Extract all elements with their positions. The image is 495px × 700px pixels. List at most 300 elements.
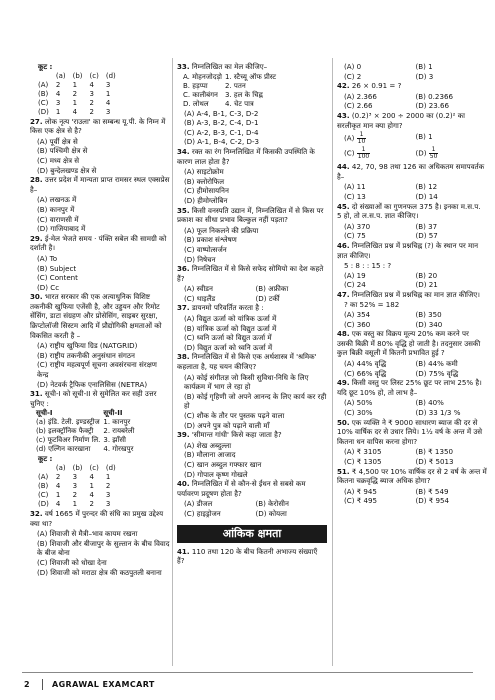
- match-left: B. हड़प्पा: [183, 81, 208, 90]
- answer-option: (A) To: [37, 253, 58, 263]
- answer-option: (D) 33 1/3 %: [415, 408, 461, 417]
- answer-option: (A) कोई संगीतज्ञ जो किसी सुविधा-निधि के लिए कार्यक्रम में भाग ले रहा हो: [184, 372, 309, 392]
- match-row: [36, 445, 137, 454]
- question-number: 48.: [337, 329, 350, 339]
- answer-option: [416, 132, 488, 145]
- question-number: 49.: [337, 378, 350, 388]
- answer-option: (D) शिवाजी को मराठा क्षेत्र की कठपुतली बनाना: [37, 567, 162, 577]
- match-left: A. मोहनजोदड़ो: [183, 72, 222, 81]
- answer-option-row: [337, 271, 487, 281]
- match-row: [183, 82, 279, 91]
- option-label: (D): [415, 148, 427, 158]
- question-number: 28.: [30, 175, 43, 185]
- answer-option: (C) हाइड्रोजन: [184, 508, 221, 518]
- answer-option: (C) 75: [344, 231, 366, 241]
- codes-row: [36, 500, 121, 509]
- answer-option: (B) 350: [415, 310, 442, 320]
- answer-option: (B) केरोसीन: [255, 499, 289, 509]
- question: [30, 175, 170, 194]
- question-number: 27.: [30, 116, 43, 126]
- match-left: (c) फूटविअर निर्माण लि.: [36, 436, 101, 445]
- column-divider: [332, 58, 333, 666]
- codes-cell: 4: [89, 473, 94, 481]
- codes-cell: 3: [105, 500, 111, 508]
- match-right: 1. कानपुर: [103, 418, 131, 427]
- question-number: 47.: [337, 289, 350, 299]
- column-middle: [177, 62, 327, 567]
- match-left: (d) एल्गिन कारखाना: [36, 445, 91, 454]
- answer-option: (D) निषेचन: [184, 254, 216, 264]
- codes-header-row: [36, 72, 121, 81]
- answer-option: (B) कोई गृहिणी जो अपने आनन्द के लिए कार्य कर रही हो: [184, 391, 327, 411]
- answer-option: (D) ₹ 5013: [415, 456, 454, 466]
- question-text: एक वस्तु का विक्रय मूल्य 20% कम करने पर उसकी बिक्री में 80% वृद्धि हो जाती है। तदनुसार उसकी कुल बिक्री वसूली में कितनी प्रभावित हुई ?: [337, 329, 481, 358]
- answer-option: (D) नेटवर्क ट्रैफिक एनालिसिस (NETRA): [37, 379, 148, 389]
- question: [337, 329, 487, 358]
- answer-option: (A) शिवाजी से मैत्री–भाव कायम रखना: [37, 529, 138, 539]
- answer-option: (C) शौक के तौर पर पुस्तक पढ़ने वाला: [184, 411, 285, 420]
- question-text: निम्नलिखित प्रश्न में प्रश्नचिह्न (?) के स्थान पर मान ज्ञात कीजिए।: [337, 240, 479, 260]
- answer-option: (D) कोयला: [255, 508, 287, 518]
- question: [177, 430, 327, 440]
- question-text: दो संख्याओं का गुणनफल 375 है। इनका म.स.प. 5 हो, तो ल.स.प. ज्ञात कीजिए।: [337, 201, 481, 221]
- question: [177, 206, 327, 225]
- answer-option: (C) शिवाजी को धोखा देना: [37, 557, 107, 567]
- question: [30, 117, 170, 136]
- fraction-numerator: 1: [429, 147, 439, 154]
- question-number: 44.: [337, 162, 350, 172]
- answer-option-row: [337, 62, 487, 72]
- question: [177, 62, 327, 72]
- codes-header-cell: (b): [72, 464, 83, 472]
- option-label: (A): [344, 133, 355, 143]
- answer-option: (A) A-4, B-1, C-3, D-2: [184, 108, 259, 118]
- fraction: [357, 147, 370, 160]
- answer-option-row: [337, 320, 487, 330]
- codes-row: [36, 90, 121, 99]
- answer-option: (C) खान अब्दुल गफ्फार खान: [184, 459, 262, 469]
- answer-option: (C) 13: [344, 191, 366, 201]
- answer-option: (D) गाजियाबाद में: [37, 224, 86, 234]
- question: [30, 234, 170, 253]
- answer-option: (C) वाराणसी में: [37, 214, 79, 224]
- fraction-denominator: 10: [357, 138, 366, 146]
- question-text: लोक नृत्य 'राउला' का सम्बन्ध यू.पी. के निम्न में किस एक क्षेत्र से है?: [30, 116, 166, 136]
- codes-label-heading: कूट :: [38, 62, 53, 71]
- answer-option: (B) राष्ट्रीय तकनीकी अनुसंधान संगठन: [37, 350, 135, 360]
- answer-option: (A) 11: [344, 182, 366, 192]
- answer-option: (B) अफ्रीका: [255, 284, 289, 294]
- question-text: किसी वस्तु पर लिस्ट 25% छूट पर लाभ 25% है। यदि छूट 10% हो, तो लाभ है–: [337, 378, 482, 397]
- codes-header-row: [36, 464, 121, 473]
- question-number: 37.: [177, 303, 190, 313]
- match-table: [183, 73, 279, 109]
- answer-option-row: [337, 280, 487, 290]
- answer-option: (A) राष्ट्रीय खुफिया ग्रिड (NATGRID): [37, 341, 138, 351]
- question-text: निम्नलिखित में से किसे सफेद सोमियो का देश कहते हैं?: [177, 264, 324, 283]
- list-1-header: सूची-I: [36, 409, 53, 418]
- codes-cell: 4: [105, 98, 111, 107]
- match-right: 2. पतन: [225, 81, 246, 90]
- match-row: [183, 100, 279, 109]
- codes-header-cell: (d): [105, 71, 116, 80]
- answer-option-row: [337, 101, 487, 111]
- codes-header-cell: (a): [55, 464, 66, 472]
- codes-row: [36, 482, 121, 491]
- answer-option: (C) हीमोसायनिन: [184, 186, 229, 196]
- answer-option-row: [337, 222, 487, 232]
- answer-option-row: [337, 408, 487, 418]
- question-number: 32.: [30, 509, 43, 518]
- question-text: ई-मेल भेजते समय · पंक्ति सबेल की सामग्री को दर्शाती है।: [30, 233, 167, 253]
- match-row: [183, 91, 279, 100]
- question: [177, 547, 327, 566]
- question-number: 45.: [337, 201, 350, 211]
- codes-row: [36, 473, 121, 482]
- codes-cell: 2: [55, 80, 61, 89]
- question: [30, 292, 170, 340]
- codes-cell: 4: [89, 491, 94, 499]
- answer-option: (B) यांत्रिक ऊर्जा को विद्युत ऊर्जा में: [184, 323, 277, 333]
- question: [337, 202, 487, 221]
- codes-header-cell: (d): [105, 464, 116, 472]
- answer-option: (C) 360: [344, 319, 371, 329]
- codes-cell: 3: [72, 482, 78, 490]
- answer-option: (C) 66% वृद्धि: [344, 368, 387, 378]
- question-text: 42, 70, 98 तथा 126 का अधिकतम समापवर्तक है–: [337, 162, 485, 181]
- answer-option: (B) ₹ 549: [415, 486, 449, 496]
- match-left: (a) इंडि. टेली. इण्डस्ट्रीज: [36, 418, 100, 427]
- codes-cell: [36, 464, 54, 473]
- question: [177, 147, 327, 166]
- codes-label: (A): [38, 473, 49, 481]
- answer-codes-table: [36, 464, 121, 509]
- answer-option: (C) 24: [344, 280, 366, 290]
- question-text: निम्नलिखित में से किसे एक अर्थशास्त्र में 'श्रमिक' कहलाता है, यह चयन कीजिए?: [177, 352, 317, 372]
- codes-label: (D): [38, 107, 49, 116]
- column-divider: [172, 58, 173, 666]
- match-left: C. कालीबंगन: [183, 90, 218, 99]
- question: [337, 418, 487, 447]
- answer-option: (C) 2: [344, 71, 362, 81]
- codes-label: (C): [38, 98, 49, 107]
- answer-option: (B) 1: [415, 62, 433, 71]
- question-text: वर्ष 1665 में पुरन्दर की संधि का प्रमुख उद्देश्य क्या था?: [30, 509, 164, 528]
- question-number: 33.: [177, 62, 190, 71]
- question-number: 51.: [337, 466, 350, 476]
- answer-codes-table: [36, 72, 121, 117]
- question-text: निम्नलिखित प्रश्न में प्रश्नचिह्न का मान ज्ञात कीजिए।: [351, 289, 480, 299]
- match-left: D. लोथल: [183, 99, 209, 108]
- codes-cell: 4: [89, 80, 94, 89]
- question: [337, 378, 487, 397]
- page-footer: [0, 670, 495, 700]
- question-number: 35.: [177, 205, 190, 215]
- codes-cell: 1: [55, 491, 61, 499]
- question-text: रक्त का रंग निम्नलिखित में किसकी उपस्थिति के कारण लाल होता है?: [177, 146, 315, 166]
- question: [177, 303, 327, 313]
- question-number: 46.: [337, 240, 350, 250]
- question-number: 34.: [177, 146, 190, 156]
- codes-cell: 1: [72, 80, 78, 89]
- question: [30, 389, 170, 408]
- answer-option-row: [337, 132, 487, 145]
- codes-label-heading: कूट :: [38, 454, 53, 464]
- fraction-numerator: 1: [357, 132, 367, 139]
- fraction: [429, 147, 439, 160]
- question-number: 42.: [337, 81, 350, 91]
- codes-cell: 3: [105, 107, 111, 116]
- codes-cell: 4: [55, 500, 61, 508]
- answer-option: (A) ₹ 945: [344, 486, 377, 496]
- codes-label: (B): [38, 482, 49, 490]
- answer-option: (D) गोपाल कृष्ण गोखले: [184, 469, 248, 479]
- codes-label: (D): [38, 500, 49, 508]
- codes-header-cell: (a): [55, 71, 66, 80]
- question: [337, 241, 487, 260]
- codes-cell: [36, 72, 54, 81]
- question-number: 41.: [177, 546, 190, 556]
- codes-cell: 2: [72, 89, 78, 98]
- section-heading: आंकिक क्षमता: [177, 525, 327, 543]
- question: [337, 467, 487, 486]
- codes-cell: 3: [72, 473, 78, 481]
- codes-row: [36, 108, 121, 117]
- codes-cell: 3: [105, 80, 111, 89]
- question-text: किसी वनस्पति उद्यान में, निम्नलिखित में से किस पर प्रकाश का सीधा प्रभाव बिल्कुल नहीं पड़ता?: [177, 205, 324, 225]
- question: [177, 264, 327, 283]
- codes-cell: 1: [105, 473, 111, 481]
- answer-option: (A) 19: [344, 270, 366, 280]
- question-text: (0.2)³ × 200 ÷ 2000 का (0.2)² का सरलीकृत मान क्या होगा?: [337, 110, 465, 130]
- answer-option: (D) 75% वृद्धि: [415, 368, 459, 378]
- fraction-denominator: 50: [429, 153, 438, 161]
- answer-option: (A) स्वीडन: [184, 284, 213, 294]
- codes-cell: 1: [72, 500, 78, 508]
- codes-label: (C): [38, 491, 49, 499]
- codes-cell: 3: [89, 89, 94, 98]
- question-text: 'सीमान्त गांधी' किसे कहा जाता है?: [191, 430, 282, 440]
- answer-option-row: [337, 92, 487, 102]
- match-right: 3. हल के चिह्न: [225, 90, 263, 99]
- answer-option: (D) 14: [415, 191, 438, 201]
- answer-option: (B) 0.2366: [415, 91, 453, 101]
- answer-option: (B) 12: [415, 182, 438, 192]
- answer-option: (B) 44% कमी: [415, 359, 458, 369]
- codes-cell: 4: [72, 107, 78, 116]
- answer-option: (D) A-1, B-4, C-2, D-3: [184, 137, 260, 147]
- codes-cell: 3: [55, 98, 61, 107]
- match-right: 2. रायबरेली: [103, 427, 135, 436]
- question-text: 26 × 0.91 = ?: [351, 81, 402, 91]
- codes-label: (B): [38, 89, 49, 98]
- answer-option: (A) 354: [344, 310, 371, 320]
- codes-cell: 2: [55, 473, 61, 481]
- answer-option-row: [337, 72, 487, 82]
- page-number: 2: [24, 680, 30, 689]
- answer-option-row: [177, 499, 327, 509]
- question-text: 110 तथा 120 के बीच कितनी अभाज्य संख्याएँ हैं?: [177, 546, 318, 566]
- question-text: उत्तर प्रदेश में मान्यता प्राप्त रामसर स्थल एक्सप्रेस है–: [30, 175, 170, 194]
- answer-option: (B) कानपुर में: [37, 204, 75, 214]
- list-2-header: सूची-II: [103, 409, 123, 418]
- answer-option: (D) Cc: [37, 282, 60, 292]
- question: [337, 162, 487, 181]
- option-label: (C): [344, 148, 355, 158]
- question-number: 38.: [177, 352, 190, 362]
- answer-option-row: [337, 369, 487, 379]
- answer-option-row: [337, 457, 487, 467]
- answer-option: (A) साइटोक्रोम: [184, 167, 224, 177]
- codes-cell: 2: [89, 500, 94, 508]
- option-label: (B): [415, 132, 426, 142]
- footer-separator: [42, 679, 43, 690]
- answer-option: (A) फूल निकलने की प्रक्रिया: [184, 225, 259, 235]
- answer-option-row: [337, 496, 487, 506]
- answer-option: (C) ध्वनि ऊर्जा को विद्युत ऊर्जा में: [184, 333, 272, 343]
- question: [337, 81, 487, 91]
- answer-option: (B) 40%: [415, 398, 444, 408]
- answer-option: (C) थाइलैंड: [184, 293, 216, 303]
- question: [337, 111, 487, 130]
- answer-option: (A) 2.366: [344, 91, 377, 101]
- codes-cell: 4: [55, 89, 61, 98]
- question-text: एक व्यक्ति ने ₹ 9000 साधारण ब्याज की दर से 10% वार्षिक दर से उधार लिये। 1½ वर्ष के अन्त में उसे कितना धन वापिस करना होगा?: [337, 417, 483, 446]
- question: [177, 352, 327, 371]
- codes-cell: 2: [89, 98, 94, 107]
- answer-option: (A) 50%: [344, 398, 373, 408]
- codes-cell: 2: [105, 482, 111, 490]
- codes-cell: 2: [89, 107, 94, 116]
- question-number: 40.: [177, 479, 190, 489]
- question-number: 39.: [177, 430, 190, 440]
- answer-option: (A) ₹ 3105: [344, 447, 382, 457]
- question-number: 43.: [337, 110, 350, 120]
- answer-option: [416, 147, 488, 160]
- answer-option-row: [337, 310, 487, 320]
- answer-option: (B) 20: [415, 270, 438, 280]
- answer-option: (A) पूर्वी क्षेत्र से: [37, 136, 78, 146]
- answer-option: (A) शेख अब्दुल्ला: [184, 440, 232, 450]
- match-row: [183, 73, 279, 82]
- answer-option: (A) डीजल: [184, 499, 213, 509]
- answer-option: (B) मौलाना आजाद: [184, 450, 236, 460]
- answer-option: (C) A-2, B-3, C-1, D-4: [184, 127, 259, 137]
- fraction-denominator: 100: [357, 153, 370, 161]
- answer-option: (B) शिवाजी और बीजापुर के सुल्तान के बीच विवाद के बीज बोना: [37, 538, 170, 558]
- codes-header-cell: (c): [89, 464, 99, 472]
- answer-option: (B) पश्चिमी क्षेत्र से: [37, 146, 88, 156]
- answer-option: [344, 132, 416, 145]
- answer-option: (A) 370: [344, 221, 371, 231]
- answer-option: (C) 2.66: [344, 101, 373, 111]
- answer-option: (A) 44% वृद्धि: [344, 359, 387, 369]
- question-text: निम्नलिखित का मेल कीजिए–: [191, 62, 268, 71]
- codes-header-cell: (b): [72, 71, 83, 80]
- option-value: 1: [428, 132, 433, 142]
- codes-cell: 1: [89, 482, 94, 490]
- answer-option: (A) 0: [344, 62, 362, 71]
- answer-option-row: [337, 192, 487, 202]
- answer-option: (D) विद्युत ऊर्जा को ध्वनि ऊर्जा में: [184, 342, 273, 352]
- codes-cell: 3: [105, 491, 111, 499]
- question-text: भारत सरकार की एक अत्याधुनिक विशिष्ट तकनीकी खुफिया एजेंसी है, और उड्डयन और रिमोट सेंसिंग, डाटा संग्रहण और प्रोसेसिंग, साइबर सुरक्षा, क्रिप्टोलॉजी सिस्टम आदि में प्रौद्योगिकी क्षमताओं को विकसित करती है –: [30, 292, 162, 340]
- answer-option-row: [337, 359, 487, 369]
- answer-option: (B) ₹ 1350: [415, 447, 453, 457]
- answer-option-row: [177, 294, 327, 304]
- answer-option: (C) वाष्पोत्सर्जन: [184, 244, 227, 254]
- column-left: [30, 62, 170, 577]
- answer-option: [344, 147, 416, 160]
- answer-option-row: [177, 284, 327, 294]
- column-right: [337, 62, 487, 506]
- answer-option-row: [337, 182, 487, 192]
- answer-option: (D) ₹ 954: [415, 496, 450, 506]
- answer-option-row: [337, 487, 487, 497]
- match-left: (b) इलक्ट्रॉनिक फैक्ट्री: [36, 427, 94, 436]
- codes-cell: 1: [55, 107, 61, 116]
- match-table: [36, 409, 137, 454]
- codes-cell: 2: [72, 491, 78, 499]
- answer-option: (D) टर्की: [255, 293, 280, 303]
- answer-option-row: [337, 231, 487, 241]
- answer-option: (D) अपने पुत्र को पढ़ाने वाली माँ: [184, 420, 270, 430]
- answer-option: (B) क्लोरोफिल: [184, 176, 225, 186]
- answer-option: (C) 30%: [344, 408, 373, 417]
- question-number: 29.: [30, 233, 43, 243]
- answer-option: (C) मध्य क्षेत्र से: [37, 155, 80, 165]
- footer-rule: [22, 672, 473, 673]
- question-number: 36.: [177, 264, 190, 274]
- answer-option-row: [177, 509, 327, 519]
- question-expression: 5 : 8 : : 15 : ?: [344, 261, 392, 271]
- match-right: 4. गोरखपुर: [103, 445, 134, 454]
- answer-option-row: [337, 398, 487, 408]
- question: [30, 509, 170, 528]
- codes-cell: 1: [105, 89, 111, 98]
- codes-label: (A): [38, 80, 49, 89]
- question-text: ₹ 4,500 पर 10% वार्षिक दर से 2 वर्ष के अन्त में कितना चक्रवृद्धि ब्याज अधिक होगा?: [337, 466, 487, 486]
- answer-option: (C) ₹ 495: [344, 496, 378, 506]
- question-text: निम्नलिखित में से कौन-से ईंधन से सबसे कम पर्यावरण प्रदूषण होता है?: [177, 479, 306, 498]
- answer-option: (B) 37: [415, 221, 438, 231]
- fraction-numerator: 1: [357, 147, 370, 154]
- fraction: [357, 132, 367, 145]
- answer-option: (D) 23.66: [415, 101, 450, 111]
- answer-option: (D) 340: [415, 319, 443, 329]
- answer-option: (B) Subject: [37, 263, 77, 273]
- question: [177, 479, 327, 498]
- answer-option: (B) प्रकाश संश्लेषण: [184, 235, 237, 245]
- codes-row: [36, 99, 121, 108]
- brand-name: AGRAWAL EXAMCART: [52, 680, 155, 689]
- answer-option: (A) लखनऊ में: [37, 195, 77, 205]
- question-number: 50.: [337, 417, 350, 427]
- question-number: 30.: [30, 292, 43, 302]
- answer-option: (D) 3: [415, 71, 434, 81]
- answer-option: (D) 21: [415, 280, 438, 290]
- answer-option: (A) विद्युत ऊर्जा को यांत्रिक ऊर्जा में: [184, 314, 277, 324]
- answer-option: (C) ₹ 1305: [344, 456, 382, 466]
- codes-row: [36, 491, 121, 500]
- answer-option-row: [337, 147, 487, 160]
- match-right: 4. चेट पात्र: [225, 99, 254, 108]
- codes-row: [36, 81, 121, 90]
- codes-header-cell: (c): [89, 71, 99, 80]
- answer-option: (D) हीमोग्लोबिन: [184, 195, 228, 205]
- question-text: सूची-I को सूची-II से सुमेलित कर सही उत्तर चुनिए :: [30, 389, 157, 408]
- answer-option-row: [337, 447, 487, 457]
